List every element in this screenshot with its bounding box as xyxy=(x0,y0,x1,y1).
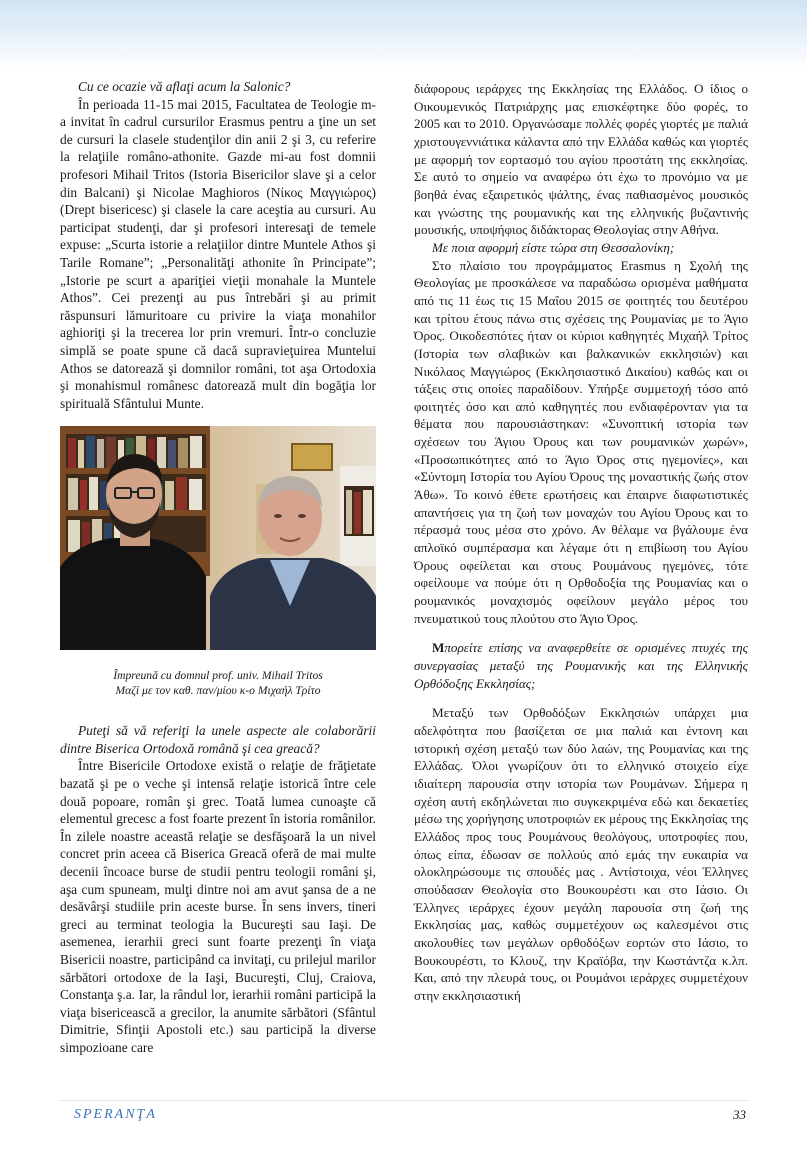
right-column xyxy=(414,80,748,1004)
interview-answer: Στο πλαίσιο του προγράμματος Erasmus η Σχολή της Θεολογίας με προσκάλεσε να παραδώσω ορισμένα μαθήματα από τις 11 έως τις 15 Μαΐου 2015 σε φοιτητές του δευτέρου και τρίτου έτους πάνω στις σχέσεις της Ρουμανίας με το Άγιο Όρος. Οικοδεσπότες ήταν οι κύριοι καθηγητές Μιχαήλ Τρίτος (Ιστορία των σλαβικών και βαλκανικών εκκλησιών) και Νικόλαος Μαγγιώρος (Εκκλησιαστικό Δικαίου) καθώς και οι τάξεις στις οποίες παραδίδουν. Υπήρξε συμμετοχή τόσο από φοιτητές όσο και από καθηγητές που ενδιαφέρονταν για τα θέματα που παρουσιάστηκαν: «Συνοπτική ιστορία των σχέσεων του Άγιου Όρους και των ρουμανικών χωρών», «Προσωπικότητες από το Άγιο Όρος στις ηγεμονίες», και «Σύντομη Ιστορία του Αγίου Όρους της μοναστικής ζωής στον Άθω». Το κοινό έθετε ερωτήσεις και έπαιρνε διαφωτιστικές απαντήσεις για τη ζωή των μοναχών του Αγίου Όρους και το πέρασμά τους μέσα στο χρόνο. Αν θέλαμε να βγάλουμε ένα απλοϊκό συμπέρασμα και λέγαμε ότι η επιβίωση του Αγίου Όρους οφείλεται και στους Ρουμάνους ηγεμόνες, τότε οφείλουμε να πούμε ότι η Ορθοδοξία της Ρουμανίας και ο ρουμανικός μοναχισμός οφείλουν μεγάλο μέρος του πνευματικού τους πλούτου στο Άγιο Όρος. xyxy=(414,257,748,626)
interview-question: Με ποια αφορμή είστε τώρα στη Θεσσαλονίκη; xyxy=(432,239,675,255)
interview-question xyxy=(414,639,748,692)
interview-question: Cu ce ocazie vă aflaţi acum la Salonic? xyxy=(78,79,291,94)
interview-answer-continued: διάφορους ιεράρχες της Εκκλησίας της Ελλάδος. Ο ίδιος ο Οικουμενικός Πατριάρχης μας επισκέφτηκε δύο φορές, το 2005 και το 2010. Οργανώσαμε πολλές φορές γιορτές με παλιά χριστουγεννιάτικα κάλαντα από την Ελλάδα καθώς και γιορτές με αφορμή τον εορτασμό του αγίου προστάτη της εκκλησίας. Σε αυτό το σημείο να αναφέρω ότι έχω το προνόμιο να με βοηθά ένας εξαιρετικός ψάλτης, ένας παθιασμένος μουσικός και γνώστης της ρουμανικής και της ελληνικής βυζαντινής μουσικής, υποψήφιος διδάκτορας Θεολογίας στην Αθήνα. xyxy=(414,81,748,238)
question-initial-letter: Μ xyxy=(432,640,445,656)
header-gradient-band xyxy=(0,0,807,70)
photo-caption xyxy=(60,668,376,698)
interview-answer: În perioada 11-15 mai 2015, Facultatea de Teologie m-a invitat în cadrul cursurilor Erasmus pentru a ţine un set de cursuri la clasele studenţilor din anii 2 şi 3, cu referire la relaţiile româno-athonite. Gazde mi-au fost domnii profesori Mihail Tritos (Istoria Bisericilor slave şi a celor din Balcani) şi Nicolae Maghioros (Νίκος Μαγγιώρος) (Drept bisericesc) şi clasele la care aceştia au cursuri. Au participat studenţi, dar şi profesori interesaţi de temele expuse: „Scurta istorie a relaţiilor dintre Muntele Athos şi Tarile Romane”; „Personalităţi athonite în Principate”; „Istorie pe scurt a apariţiei vieţii monahale la Muntele Athos”. Cei prezenţi au pus întrebări şi au primit răspunsuri lămuritoare cu privire la viaţa monahilor aghioriţi şi la trecerea lor prin vremuri. Într-o concluzie simplă se poate spune că dacă supravieţuirea Muntelui Athos se datorează şi domnilor români, tot aşa Ortodoxia şi monahismul românesc datorează mult din bogăţia lor spirituală Sfântului Munte. xyxy=(60,96,376,411)
footer-rule xyxy=(60,1100,748,1101)
page-number: 33 xyxy=(733,1107,746,1122)
interview-answer: Între Bisericile Ortodoxe există o relaţie de frăţietate bazată şi pe o veche şi intensă relaţie istorică între cele două popoare, român şi grec. Toată lumea cunoaşte că elementul grecesc a fost foarte prezent în istoria românilor. În zilele noastre această relaţie se desfăşoară la un nivel concret prin aceea că Biserica Greacă oferă de mai multe decenii încoace burse de studii pentru teologii români şi, aşa cum spuneam, mulţi dintre noi am avut şansa de a ne desăvârşi studiile prin aceste burse. În sens invers, tineri greci au terminat teologia la Bucureşti sau Iaşi. De asemenea, ierarhii greci sunt foarte prezenţi în viaţa Bisericii noastre, participând ca invitaţi, cu prilejul marilor sărbători ortodoxe de la Iaşi, Bucureşti, Cluj, Craiova, Constanţa ş.a. Iar, la rândul lor, ierarhii români participă la viaţa bisericească a grecilor, la anumite sărbători (Sfântul Dimitrie, Sfinţii Apostoli etc.) sau participă la diverse simpozioane care xyxy=(60,758,376,1055)
caption-romanian: Împreună cu domnul prof. univ. Mihail Tritos xyxy=(113,669,323,683)
left-column xyxy=(60,78,376,1057)
interview-answer: Μεταξύ των Ορθοδόξων Εκκλησιών υπάρχει μια αδελφότητα που βασίζεται σε μια παλιά και έντονη και ιστορική σχέση μεταξύ των δύο λαών, της Ρουμανίας και της Ελλάδας. Όλοι γνωρίζουν ότι το ελληνικό στοιχείο είχε ιδιαίτερη παρουσία στην ιστορία των Ρουμάνων. Σήμερα η σχέση αυτή εκδηλώνεται πιο συγκεκριμένα εδώ και δεκαετίες μέσω της χορήγησης υποτροφιών εκ μέρους της Εκκλησίας της Ελλάδος προς τους Ρουμάνους θεολόγους, υποτροφίες που, όπως είπα, έδωσαν σε πολλούς από εμάς την ευκαιρία να ολοκληρώσουμε τις σπουδές μας . Αντίστοιχα, νέοι Έλληνες σπούδασαν Θεολογία στο Βουκουρέστι και στο Ιάσιο. Οι Έλληνες ιεράρχες έχουν μεγάλη παρουσία στη ζωή της Εκκλησίας μας, καθώς συμμετέχουν ως καλεσμένοι στις ακολουθίες των μεγάλων ορθοδόξων εορτών στο Ιάσιο, το Βουκουρέστι, το Κλουζ, την Κραϊόβα, την Κωστάντζα κ.λπ. Και, από την πλευρά τους, οι Ρουμάνοι ιεράρχες συμμετέχουν στην εκκλησιαστική xyxy=(414,705,748,1003)
interview-question: Puteţi să vă referiţi la unele aspecte ale colaborării dintre Biserica Ortodoxă română şi cea greacă? xyxy=(60,723,376,756)
magazine-name: SPERANŢA xyxy=(74,1107,157,1122)
caption-greek: Μαζί με τον καθ. παν/μίου κ-ο Μιχαήλ Τρίτο xyxy=(115,684,321,698)
question-text: πορείτε επίσης να αναφερθείτε σε ορισμένες πτυχές της συνεργασίας μεταξύ της Ρουμανικής και της Ελληνικής Ορθόδοξης Εκκλησίας; xyxy=(414,640,748,691)
photo-with-prof-tritos xyxy=(60,426,376,650)
